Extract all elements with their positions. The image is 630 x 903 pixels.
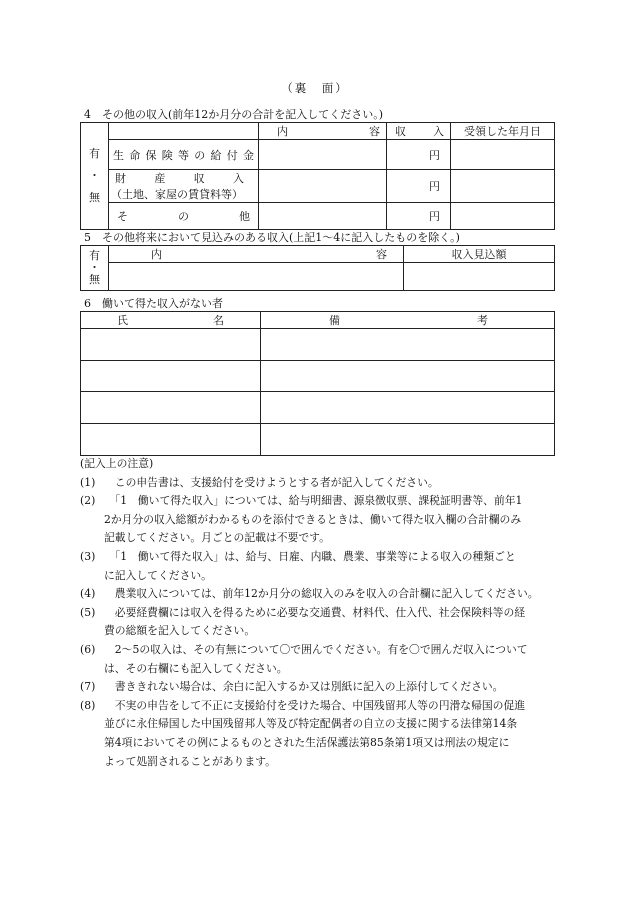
- section6-name-cell[interactable]: [81, 424, 261, 456]
- note-line: よって処罰されることがあります。: [104, 754, 276, 768]
- note-item: [80, 697, 560, 771]
- notes-heading: (記入上の注意): [80, 457, 154, 470]
- note-number: (8): [80, 698, 96, 712]
- note-line: は、その右欄にも記入してください。: [104, 661, 288, 675]
- note-line: 「1 働いて得た収入」については、給与明細書、源泉徴収票、課税証明書等、前年1: [104, 494, 523, 508]
- row-other-content[interactable]: [259, 203, 387, 230]
- section6-name-cell[interactable]: [81, 392, 261, 424]
- section5-side-label: 有 ・ 無: [81, 246, 109, 291]
- row-other-label: そ の 他: [109, 203, 259, 230]
- row-property-amount[interactable]: 円: [387, 170, 451, 203]
- note-line: この申告書は、支援給付を受けようとする者が記入してください。: [104, 475, 439, 489]
- section6-remarks-cell[interactable]: [261, 329, 555, 361]
- section4-col-content: 内 容: [259, 123, 387, 140]
- note-item: [80, 492, 560, 548]
- note-number: (1): [80, 475, 96, 489]
- section5-heading: 5 その他将来において見込みのある収入(上記1～4に記入したものを除く。): [84, 231, 460, 244]
- section4-corner: [109, 123, 259, 140]
- note-line: に記入してください。: [104, 568, 212, 582]
- section5-content-cell[interactable]: [109, 263, 404, 291]
- note-line: 必要経費欄には収入を得るために必要な交通費、材料代、仕入代、社会保険料等の経: [104, 605, 526, 619]
- section6-remarks-cell[interactable]: [261, 392, 555, 424]
- row-insurance-label: 生 命 保 険 等 の 給 付 金: [109, 140, 259, 170]
- note-line: 費の総額を記入してください。: [104, 624, 256, 638]
- section6-name-cell[interactable]: [81, 361, 261, 392]
- section6-heading: 6 働いて得た収入がない者: [84, 297, 223, 310]
- section4-heading: 4 その他の収入(前年12か月分の合計を記入してください。): [84, 108, 384, 121]
- row-property-content[interactable]: [259, 170, 387, 203]
- section4-col-date: 受領した年月日: [451, 123, 555, 140]
- note-line: 2～5の収入は、その有無について〇で囲んでください。有を〇で囲んだ収入について: [104, 642, 528, 656]
- note-line: 並びに永住帰国した中国残留邦人等及び特定配偶者の自立の支援に関する法律第14条: [104, 717, 518, 731]
- note-number: (3): [80, 549, 96, 563]
- row-insurance-amount[interactable]: 円: [387, 140, 451, 170]
- section6-remarks-cell[interactable]: [261, 361, 555, 392]
- note-number: (4): [80, 587, 96, 601]
- note-line: 農業収入については、前年12か月分の総収入のみを収入の合計欄に記入してください。: [104, 587, 539, 601]
- note-line: 記載してください。月ごとの記載は不要です。: [104, 531, 330, 545]
- section4-col-income: 収 入: [387, 123, 451, 140]
- section5-col-content: 内 容: [109, 246, 404, 263]
- note-number: (2): [80, 494, 96, 508]
- note-item: [80, 641, 560, 678]
- row-property-sublabel: （土地、家屋の賃貸料等）: [111, 188, 243, 201]
- row-insurance-content[interactable]: [259, 140, 387, 170]
- note-number: (6): [80, 642, 96, 656]
- section6-name-cell[interactable]: [81, 329, 261, 361]
- note-item: [80, 585, 560, 604]
- section6-col-name: 氏 名: [81, 312, 261, 329]
- row-property-date[interactable]: [451, 170, 555, 203]
- page-title: （裏 面）: [281, 81, 349, 95]
- row-other-amount[interactable]: 円: [387, 203, 451, 230]
- note-item: [80, 678, 560, 697]
- note-number: (5): [80, 605, 96, 619]
- note-line: 「1 働いて得た収入」は、給与、日雇、内職、農業、事業等による収入の種類ごと: [104, 549, 516, 563]
- note-line: 不実の申告をして不正に支援給付を受けた場合、中国残留邦人等の円滑な帰国の促進: [104, 698, 526, 712]
- note-line: 2か月分の収入総額がわかるものを添付できるときは、働いて得た収入欄の合計欄のみ: [104, 512, 522, 526]
- section6-remarks-cell[interactable]: [261, 424, 555, 456]
- section4-table: [80, 122, 555, 230]
- note-line: 書ききれない場合は、余白に記入するか又は別紙に記入の上添付してください。: [104, 680, 504, 694]
- section6-col-remarks: 備 考: [261, 312, 555, 329]
- note-item: [80, 604, 560, 641]
- row-other-date[interactable]: [451, 203, 555, 230]
- section5-table: [80, 245, 555, 291]
- section4-side-label: 有 ・ 無: [81, 123, 109, 230]
- row-property-label: 財 産 収 入 （土地、家屋の賃貸料等）: [109, 170, 259, 203]
- note-number: (7): [80, 680, 96, 694]
- row-insurance-date[interactable]: [451, 140, 555, 170]
- section5-col-expected: 収入見込額: [404, 246, 555, 263]
- section6-table: [80, 311, 555, 456]
- note-line: 第4項においてその例によるものとされた生活保護法第85条第1項又は刑法の規定に: [104, 735, 510, 749]
- notes-block: [80, 455, 560, 771]
- note-item: [80, 474, 560, 493]
- note-item: [80, 548, 560, 585]
- section5-expected-cell[interactable]: [404, 263, 555, 291]
